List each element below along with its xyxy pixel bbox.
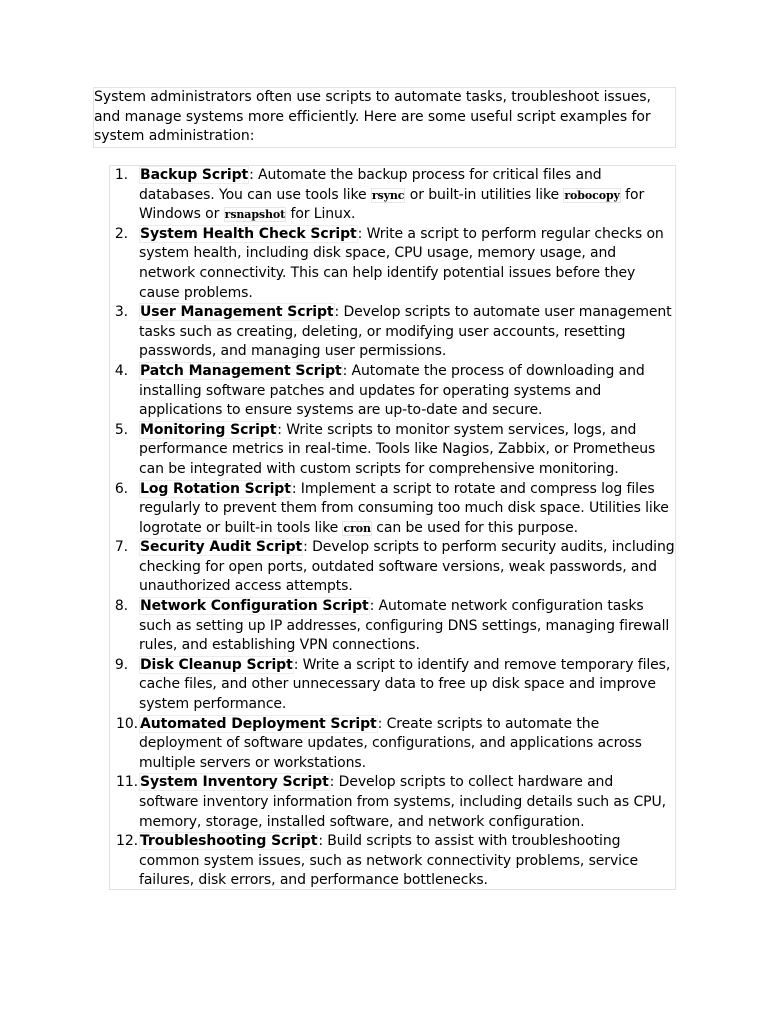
item-text: : Build scripts to assist with troubleshooting common system issues, such as network connectivity problems, service failures, disk errors, and performance bottlenecks. — [139, 833, 639, 889]
list-item-network-configuration-script — [110, 597, 675, 656]
item-text: : Develop scripts to automate user management tasks such as creating, deleting, or modifying user accounts, resetting passwords, and managing user permissions. — [139, 304, 672, 360]
item-term: System Inventory Script — [140, 774, 329, 791]
list-item-health-check-script — [110, 225, 675, 303]
item-text: : Implement a script to rotate and compress log files regularly to prevent them from consuming too much disk space. Utilities like logrotate or built-in tools like — [139, 480, 669, 536]
list-number: 4. — [114, 362, 128, 379]
item-term: System Health Check Script — [140, 225, 357, 242]
item-text: : Develop scripts to perform security audits, including checking for open ports, outdated software versions, weak passwords, and unauthorized access attempts. — [139, 539, 675, 595]
script-list — [110, 166, 675, 891]
item-text: : Automate the process of downloading and installing software patches and updates for operating systems and applications to ensure systems are up-to-date and secure. — [139, 362, 645, 419]
list-number: 10. — [116, 715, 138, 732]
list-number: 12. — [116, 833, 138, 850]
list-number: 9. — [114, 656, 128, 673]
item-term: User Management Script — [140, 304, 334, 321]
item-text: : Write a script to identify and remove temporary files, cache files, and other unnecessary data to free up disk space and improve system performance. — [139, 656, 671, 713]
code-rsync: rsync — [371, 188, 405, 202]
list-number: 3. — [114, 304, 128, 321]
item-text: or built-in utilities like — [405, 186, 564, 203]
item-term: Monitoring Script — [140, 421, 277, 438]
code-cron: cron — [343, 521, 371, 535]
list-item-patch-management-script — [110, 362, 675, 421]
code-rsnapshot: rsnapshot — [224, 208, 286, 222]
list-number: 2. — [114, 225, 128, 242]
list-item-security-audit-script — [110, 538, 675, 597]
list-number: 8. — [114, 598, 128, 615]
item-text: for Windows or — [139, 186, 645, 223]
list-item-disk-cleanup-script — [110, 656, 675, 715]
item-term: Security Audit Script — [140, 539, 303, 556]
list-item-log-rotation-script — [110, 480, 675, 539]
list-item-system-inventory-script — [110, 773, 675, 832]
item-text: : Develop scripts to collect hardware and software inventory information from systems, including details such as CPU, memory, storage, installed software, and network configuration. — [139, 774, 666, 830]
item-text: : Write scripts to monitor system services, logs, and performance metrics in real-time. Tools like Nagios, Zabbix, or Prometheus can be integrated with custom scripts for comprehensive monitoring. — [139, 421, 656, 477]
item-text: : Create scripts to automate the deployment of software updates, configurations, and applications across multiple servers or workstations. — [139, 715, 642, 771]
list-number: 5. — [114, 421, 128, 438]
item-term: Patch Management Script — [140, 362, 342, 379]
list-item-troubleshooting-script — [110, 832, 675, 891]
item-text: for Linux. — [286, 206, 356, 223]
list-number: 11. — [116, 774, 138, 791]
item-text: : Write a script to perform regular checks on system health, including disk space, CPU usage, memory usage, and network connectivity. This can help identify potential issues before they cause problems. — [139, 225, 664, 301]
item-text: can be used for this purpose. — [371, 519, 579, 536]
item-term: Troubleshooting Script — [140, 833, 318, 850]
list-item-user-management-script — [110, 303, 675, 362]
list-number: 6. — [114, 480, 128, 497]
item-term: Automated Deployment Script — [140, 715, 377, 732]
intro-paragraph: System administrators often use scripts to automate tasks, troubleshoot issues, and manage systems more efficiently. Here are some useful script examples for system administration: — [93, 87, 676, 148]
item-term: Disk Cleanup Script — [140, 656, 293, 673]
script-list-container — [109, 165, 676, 890]
item-term: Log Rotation Script — [140, 480, 291, 497]
item-text: : Automate network configuration tasks such as setting up IP addresses, configuring DNS settings, managing firewall rules, and establishing VPN connections. — [139, 598, 670, 654]
list-item-automated-deployment-script — [110, 715, 675, 774]
list-item-backup-script — [110, 166, 675, 225]
code-robocopy: robocopy — [564, 188, 620, 202]
item-text: : Automate the backup process for critical files and databases. You can use tools like — [139, 167, 602, 203]
item-term: Network Configuration Script — [140, 598, 369, 615]
list-number: 7. — [114, 539, 128, 556]
list-number: 1. — [114, 167, 128, 183]
list-item-monitoring-script — [110, 421, 675, 480]
item-term: Backup Script — [140, 167, 249, 183]
